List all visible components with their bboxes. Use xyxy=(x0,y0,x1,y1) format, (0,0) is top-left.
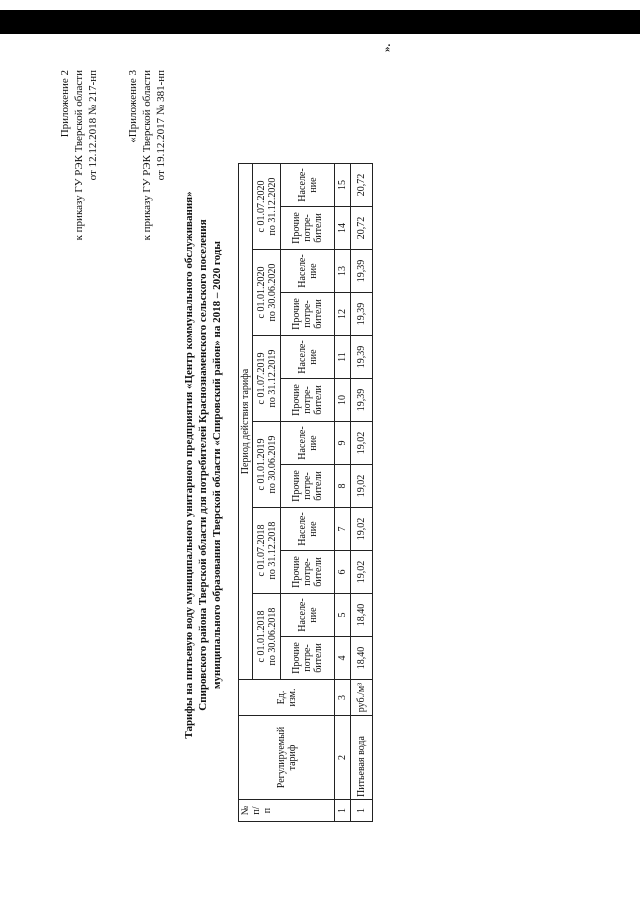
header-number-l3: п xyxy=(262,807,273,814)
prior-appendix-line-3: от 19.12.2017 № 381-нп xyxy=(155,70,167,181)
tariff-value: 20,72 xyxy=(351,164,373,207)
period-5-start: с 01.01.2020 xyxy=(255,266,267,319)
tariff-value: 19,02 xyxy=(351,508,373,551)
header-number xyxy=(239,800,335,822)
closing-quote-mark: ». xyxy=(381,43,393,52)
period-3 xyxy=(253,422,281,508)
col-number: 14 xyxy=(335,207,351,250)
tariff-value: 19,02 xyxy=(351,551,373,594)
period-2-start: с 01.07.2018 xyxy=(255,524,267,577)
period-2 xyxy=(253,508,281,594)
rotated-page xyxy=(0,40,640,890)
row-tariff-name: Питьевая вода xyxy=(351,716,373,800)
prior-appendix-line-2: к приказу ГУ РЭК Тверской области xyxy=(141,70,153,241)
consumer-other: Прочие потре- бители xyxy=(281,465,335,508)
col-number: 7 xyxy=(335,508,351,551)
period-4-start: с 01.07.2019 xyxy=(255,352,267,405)
consumer-population: Населе- ние xyxy=(281,336,335,379)
top-black-bar xyxy=(0,10,640,34)
col-number: 9 xyxy=(335,422,351,465)
col-number: 10 xyxy=(335,379,351,422)
header-unit: Ед. изм. xyxy=(239,680,335,716)
appendix-line-3: от 12.12.2018 № 217-нп xyxy=(87,70,99,181)
period-6-end: по 31.12.2020 xyxy=(266,177,278,236)
consumer-other: Прочие потре- бители xyxy=(281,637,335,680)
row-number: 1 xyxy=(351,800,373,822)
consumer-population: Населе- ние xyxy=(281,164,335,207)
period-2-end: по 31.12.2018 xyxy=(266,521,278,580)
tariff-value: 19,02 xyxy=(351,465,373,508)
tariff-value: 19,39 xyxy=(351,336,373,379)
col-number: 15 xyxy=(335,164,351,207)
col-number: 2 xyxy=(335,716,351,800)
consumer-population: Населе- ние xyxy=(281,594,335,637)
period-5 xyxy=(253,250,281,336)
header-number-l2: п/ xyxy=(251,806,262,815)
col-number: 5 xyxy=(335,594,351,637)
tariff-value: 20,72 xyxy=(351,207,373,250)
col-number: 6 xyxy=(335,551,351,594)
period-4-end: по 31.12.2019 xyxy=(266,349,278,408)
period-5-end: по 30.06.2020 xyxy=(266,263,278,322)
header-period: Период действия тарифа xyxy=(239,164,253,680)
period-6 xyxy=(253,164,281,250)
col-number: 12 xyxy=(335,293,351,336)
consumer-other: Прочие потре- бители xyxy=(281,293,335,336)
col-number: 11 xyxy=(335,336,351,379)
tariff-value: 18,40 xyxy=(351,637,373,680)
title-line-2: Спировского района Тверской области для потребителей Краснознаменского сельского поселения xyxy=(197,219,209,711)
col-number: 3 xyxy=(335,680,351,716)
tariff-value: 18,40 xyxy=(351,594,373,637)
tariff-table xyxy=(238,163,373,822)
header-number-l1: № xyxy=(240,805,251,816)
tariff-value: 19,39 xyxy=(351,379,373,422)
row-unit: руб./м³ xyxy=(351,680,373,716)
consumer-other: Прочие потре- бители xyxy=(281,551,335,594)
period-1-end: по 30.06.2018 xyxy=(266,607,278,666)
col-number: 4 xyxy=(335,637,351,680)
appendix-line-2: к приказу ГУ РЭК Тверской области xyxy=(73,70,85,241)
tariff-value: 19,39 xyxy=(351,293,373,336)
header-row-1 xyxy=(239,164,253,822)
appendix-line-1: Приложение 2 xyxy=(59,70,71,138)
tariff-value: 19,02 xyxy=(351,422,373,465)
period-1-start: с 01.01.2018 xyxy=(255,610,267,663)
tariff-value: 19,39 xyxy=(351,250,373,293)
numbering-row xyxy=(335,164,351,822)
prior-appendix-line-1: «Приложение 3 xyxy=(127,70,139,143)
table-row xyxy=(351,164,373,822)
period-4 xyxy=(253,336,281,422)
consumer-population: Населе- ние xyxy=(281,508,335,551)
title-line-3: муниципального образования Тверской области «Спировский район» на 2018 – 2020 годы xyxy=(211,241,223,689)
period-6-start: с 01.07.2020 xyxy=(255,180,267,233)
period-3-start: с 01.01.2019 xyxy=(255,438,267,491)
title-line-1: Тарифы на питьевую воду муниципального унитарного предприятия «Центр коммунального обслуживания» xyxy=(183,191,195,739)
col-number: 8 xyxy=(335,465,351,508)
col-number: 1 xyxy=(335,800,351,822)
consumer-population: Населе- ние xyxy=(281,250,335,293)
consumer-other: Прочие потре- бители xyxy=(281,207,335,250)
period-1 xyxy=(253,594,281,680)
period-3-end: по 30.06.2019 xyxy=(266,435,278,494)
consumer-population: Населе- ние xyxy=(281,422,335,465)
col-number: 13 xyxy=(335,250,351,293)
consumer-other: Прочие потре- бители xyxy=(281,379,335,422)
header-tariff: Регулируемый тариф xyxy=(239,716,335,800)
